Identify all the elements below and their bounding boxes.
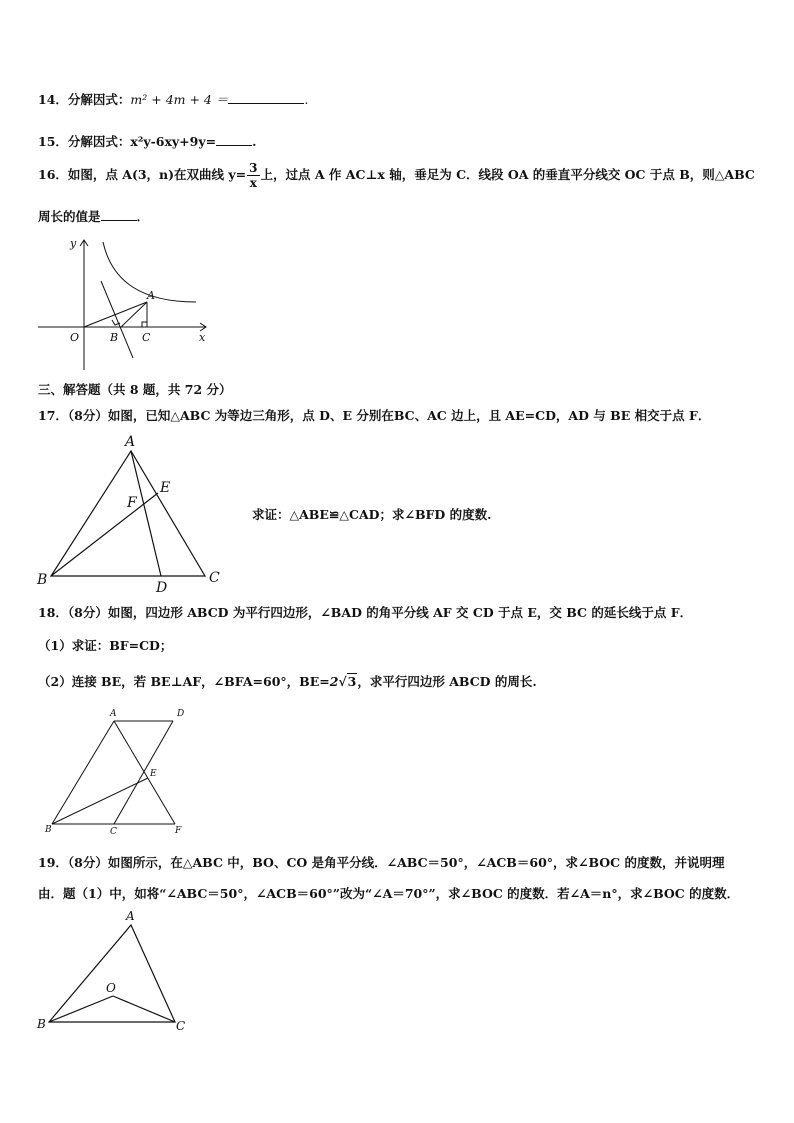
q18-sqrt-radicand: 3 [347, 674, 357, 689]
q16-label-B: B [110, 331, 119, 344]
q19-label-A: A [126, 909, 135, 923]
section-3-title: 三、解答题（共 8 题，共 72 分） [38, 382, 232, 397]
q16-fraction-denominator: x [249, 176, 257, 190]
q17-label-F: F [127, 495, 137, 511]
q16-line2: 周长的值是 [38, 209, 101, 224]
q19-triangle-ABC [49, 925, 175, 1022]
question-18: 18．（8分）如图，四边形 ABCD 为平行四边形，∠BAD 的角平分线 AF 交 CD 于点 E，交 BC 的延长线于点 F． [38, 605, 693, 620]
q17-label-D: D [156, 580, 168, 596]
q16-label-C: C [142, 331, 151, 344]
q18-label-B: B [45, 825, 52, 835]
q18-part2-b: ，求平行四边形 ABCD 的周长. [357, 674, 537, 689]
q19-segment-CO [113, 996, 175, 1022]
question-19-line2: 由．题（1）中，如将“∠ABC＝50°，∠ACB＝60°”改为“∠A＝70°”，求∠BOC 的度数．若∠A＝n°，求∠BOC 的度数． [38, 886, 740, 901]
q19-label-O: O [106, 981, 116, 995]
q16-label-x: x [199, 331, 206, 344]
q17-label-B: B [37, 572, 48, 588]
q17-label-C: C [209, 570, 220, 586]
q14-expression: m² + 4m + 4 ＝ [130, 92, 229, 107]
q16-label-y: y [70, 237, 77, 250]
q14-prefix: 14．分解因式： [38, 92, 131, 107]
q18-label-E: E [150, 769, 157, 779]
q15-text: 15．分解因式：x²y-6xy+9y= [38, 134, 217, 149]
q18-part1: （1）求证：BF=CD； [38, 638, 173, 653]
q17-label-E: E [160, 480, 171, 496]
q16-fraction-numerator: 3 [249, 161, 258, 175]
q15-suffix: . [252, 134, 257, 149]
q18-sqrt-expression: 2√3 [329, 674, 357, 689]
q16-label-O: O [70, 331, 80, 344]
q16-text-part2: 上，过点 A 作 AC⊥x 轴，垂足为 C．线段 OA 的垂直平分线交 OC 于点 B，则△ABC [260, 167, 755, 182]
q14-suffix: . [304, 92, 309, 107]
q18-label-F: F [175, 826, 182, 836]
question-19-line1: 19．（8分）如图所示，在△ABC 中，BO、CO 是角平分线．∠ABC＝50°，∠ACB＝60°，求∠BOC 的度数，并说明理 [38, 855, 725, 870]
q17-label-A: A [125, 434, 136, 450]
q16-suffix: ． [136, 209, 150, 224]
q18-label-C: C [110, 827, 117, 837]
q17-prove-text: 求证：△ABE≌△CAD；求∠BFD 的度数. [252, 507, 492, 522]
q19-label-B: B [37, 1017, 46, 1031]
q19-label-C: C [176, 1019, 186, 1033]
question-17: 17．（8分）如图，已知△ABC 为等边三角形，点 D、E 分别在BC、AC 边上，且 AE=CD，AD 与 BE 相交于点 F． [38, 408, 711, 423]
q19-segment-BO [49, 996, 113, 1022]
q16-label-A: A [147, 289, 155, 302]
q18-label-D: D [177, 709, 185, 719]
q18-label-A: A [110, 709, 117, 719]
q16-text-part1: 16．如图，点 A(3，n)在双曲线 y= [38, 167, 247, 182]
q18-sqrt-coefficient: 2 [329, 674, 339, 689]
q18-part2-a: （2）连接 BE，若 BE⊥AF，∠BFA=60°，BE= [38, 674, 330, 689]
